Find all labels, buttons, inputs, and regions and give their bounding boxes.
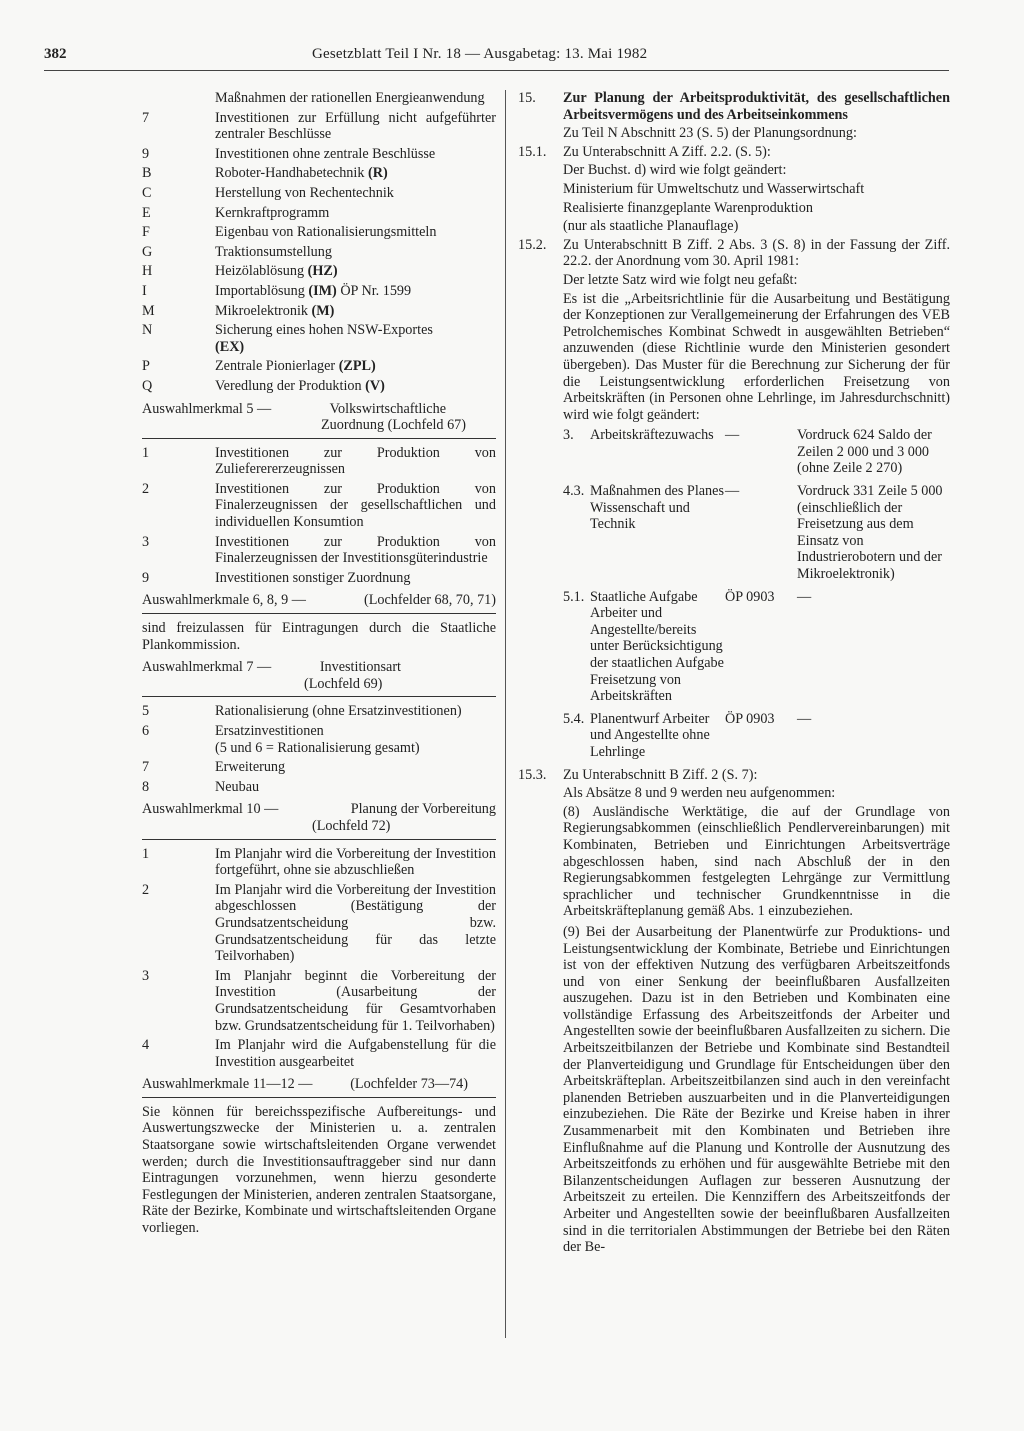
list-item: 3 Investitionen zur Produktion von Finalerzeugnissen der Investitionsgüterindustrie bbox=[142, 533, 496, 567]
section-15-ref: Zu Teil N Abschnitt 23 (S. 5) der Planungsordnung: bbox=[563, 125, 857, 142]
code-list-c bbox=[142, 703, 496, 795]
list-item: 1 Im Planjahr wird die Vorbereitung der Investition fortgeführt, ohne sie abzuschließen bbox=[142, 845, 496, 879]
list-item: 2 Im Planjahr wird die Vorbereitung der Investition abgeschlossen (Bestätigung der Grundsatzentscheidung bzw. Grundsatzentscheidung für das letzte Teilvorhaben) bbox=[142, 881, 496, 965]
merkmal-689-heading: Auswahlmerkmale 6, 8, 9 — (Lochfelder 68, 70, 71) bbox=[142, 592, 496, 609]
left-column bbox=[142, 90, 496, 1237]
list-item: Q Veredlung der Produktion (V) bbox=[142, 377, 385, 394]
list-item: P Zentrale Pionierlager (ZPL) bbox=[142, 358, 376, 375]
list-item: I Importablösung (IM) ÖP Nr. 1599 bbox=[142, 282, 412, 299]
section-15: 15. Zur Planung der Arbeitsproduktivität, des gesellschaftlichen Arbeitsvermögens und des Arbeitseinkommens bbox=[518, 90, 950, 123]
list-item: N Sicherung eines hohen NSW-Exportes (EX) bbox=[142, 322, 433, 355]
table-row: 4.3. Maßnahmen des Planes Wissenschaft und Technik — Vordruck 331 Zeile 5 000 (einschließlich der Freisetzung aus dem Einsatz von Industrierobotern und der Mikroelektronik) bbox=[563, 483, 943, 583]
list-item: 1 Investitionen zur Produktion von Zulieferererzeugnissen bbox=[142, 444, 496, 478]
page-header bbox=[44, 46, 949, 68]
section-15-1: 15.1. Zu Unterabschnitt A Ziff. 2.2. (S. 5): bbox=[518, 143, 771, 160]
list-item: 6 Ersatzinvestitionen (5 und 6 = Rationalisierung gesamt) bbox=[142, 723, 420, 756]
section-15-2: 15.2. Zu Unterabschnitt B Ziff. 2 Abs. 3 (S. 8) in der Fassung der Ziff. 22.2. der Anordnung vom 30. April 1981: bbox=[518, 236, 950, 270]
list-item: 5 Rationalisierung (ohne Ersatzinvestitionen) bbox=[142, 703, 462, 720]
intro-text: Maßnahmen der rationellen Energieanwendung bbox=[215, 90, 485, 106]
section-rule bbox=[142, 613, 496, 614]
merkmal-5-heading: Auswahlmerkmal 5 — Volkswirtschaftliche Zuordnung (Lochfeld 67) bbox=[142, 400, 466, 434]
list-item: 8 Neubau bbox=[142, 778, 260, 795]
paragraph-9: (9) Bei der Ausarbeitung der Planentwürfe zur Produktions- und Leistungsentwicklung der Kombinate, Betriebe und Einrichtungen ist von der effektiven Nutzung des verfügbaren Arbeitszeitfonds und von einer Senkung der beeinflußbaren Ausfallzeiten auszugehen. Dazu ist in den Betrieben und Kombinaten eine vollständige Erfassung des Arbeitszeitfonds der Arbeiter und Angestellten sowie der beeinflußbaren Ausfallzeiten zu sichern. Die Arbeitszeitbilanzen der Betriebe und Kombinate sind Bestandteil der Planverteidigung und Grundlage für Entscheidungen über den Arbeitskräfteplan. Arbeitszeitbilanzen sind auch in den vereinfacht planenden Betrieben auszuarbeiten und in die Planverteidigungen einzubeziehen. Die Räte der Bezirke und Kreise haben in ihrer Zusammenarbeit mit den Kombinaten und Betrieben ihre Einflußnahme auf die Planung und Kontrolle der Ausnutzung des Arbeitszeitfonds zu erhöhen und für ausgewählte Betriebe mit den Bilanzentscheidungen Auflagen zur besseren Ausnutzung der Arbeitszeit zu erteilen. Die Kennziffern des Arbeitszeitfonds der Arbeiter und Angestellten sowie der beeinflußbaren Ausfallzeiten sind in die territorialen Abstimmungen der Betriebe bei den Räten der Be- bbox=[563, 923, 950, 1256]
code-list-b bbox=[142, 445, 496, 587]
calculation-table bbox=[563, 427, 950, 760]
list-item: G Traktionsumstellung bbox=[142, 243, 332, 260]
section-15-3: 15.3. Zu Unterabschnitt B Ziff. 2 (S. 7): bbox=[518, 766, 758, 783]
right-column: 15. Zur Planung der Arbeitsproduktivität, des gesellschaftlichen Arbeitsvermögens und des Arbeitseinkommens Zu Teil N Abschnitt 23 (S. 5) der Planungsordnung: 15.1. Zu Unterabschnitt A Ziff. 2.2. (S. 5): Der Buchst. d) wird wie folgt geändert: Ministerium für Umweltschutz und Wasserwirtschaft Realisierte finanzgeplante Warenproduktion (nur als staatliche Planauflage) 15.2. Zu Unterabschnitt B Ziff. 2 Abs. 3 (S. 8) in der Fassung der Ziff. 22.2. der Anordnung vom 30. April 1981: Der letzte Satz wird wie folgt neu gefaßt: Es ist die „Arbeitsrichtlinie für die Ausarbeitung und Bestätigung der Konzeptionen zur Verallgemeinerung der Erfahrungen des VEB Petrolchemisches Kombinat Schwedt in ausgewählten Betrieben“ anzuwenden (diese Richtlinie wurde den Ministerien gesondert übergeben). Das Muster für die Berechnung zur Sicherung der für die Leistungsentwicklung erforderlichen Freisetzung von Arbeitskräften (in Personen ohne Lehrlinge, im Jahresdurchschnitt) wird wie folgt geändert: 3. Arbeitskräftezuwachs — Vordruck 624 Saldo der Zeilen 2 000 und 3 000 (ohne Zeile 2 270) 4.3. Maßnahmen des Planes Wissenschaft und Technik — Vordruck 331 Zeile 5 000 (einschließlich der Freisetzung aus dem Einsatz von Industrierobotern und der Mikroelektronik) 5.1. Staatliche Aufgabe Arbeiter und Angestellte/bereits unter Berücksichtigung der staatlichen Aufgabe Freisetzung von Arbeitskräften ÖP 0903 — 5.4. Planentwurf Arbeiter und Angestellte ohne Lehrlinge ÖP 0903 — 15.3. Zu Unterabschnitt B Ziff. 2 (S. 7): Als Absätze 8 und 9 werden neu aufgenommen: (8) Ausländische Werktätige, die auf der Grundlage von Regierungsabkommen (einschließlich Pendlervereinbarungen) mit Kombinaten, Betrieben und Einrichtungen Arbeitsverträge abgeschlossen haben, sind nach Abschluß der in den Regierungsabkommen festgelegten Lehrgänge zur Vermittlung sprachlicher und technischer Grundkenntnisse in die Arbeitskräfteplanung gemäß Abs. 1 einzubeziehen. (9) Bei der Ausarbeitung der Planentwürfe zur Produktions- und Leistungsentwicklung der Kombinate, Betriebe und Einrichtungen ist von der effektiven Nutzung des verfügbaren Arbeitszeitfonds und von einer Senkung der beeinflußbaren Ausfallzeiten auszugehen. Dazu ist in den Betrieben und Kombinaten eine vollständige Erfassung des Arbeitszeitfonds der Arbeiter und Angestellten sowie der beeinflußbaren Ausfallzeiten zu sichern. Die Arbeitszeitbilanzen der Betriebe und Kombinate sind Bestandteil der Planverteidigung und Grundlage für Entscheidungen über den Arbeitskräfteplan. Arbeitszeitbilanzen sind auch in den vereinfacht planenden Betrieben auszuarbeiten und in die Planverteidigungen einzubeziehen. Die Räte der Bezirke und Kreise haben in ihrer Zusammenarbeit mit den Kombinaten und Betrieben ihre Einflußnahme auf die Planung und Kontrolle der Ausnutzung des Arbeitszeitfonds zu erhöhen und für ausgewählte Betriebe mit den Bilanzentscheidungen Auflagen zur besseren Ausnutzung der Arbeitszeit zu erteilen. Die Kennziffern des Arbeitszeitfonds der Arbeiter und Angestellten sowie der beeinflußbaren Ausfallzeiten sind in die territorialen Abstimmungen der Betriebe bei den Räten der Be- bbox=[518, 90, 950, 1256]
section-rule bbox=[142, 839, 496, 840]
running-head: Gesetzblatt Teil I Nr. 18 — Ausgabetag: 13. Mai 1982 bbox=[312, 46, 648, 62]
table-row: 3. Arbeitskräftezuwachs — Vordruck 624 Saldo der Zeilen 2 000 und 3 000 (ohne Zeile 2 270) bbox=[563, 427, 932, 477]
list-item: E Kernkraftprogramm bbox=[142, 204, 330, 221]
table-row: 5.1. Staatliche Aufgabe Arbeiter und Angestellte/bereits unter Berücksichtigung der staatlichen Aufgabe Freisetzung von Arbeitskräften ÖP 0903 — bbox=[563, 588, 812, 705]
section-15-2-text: Es ist die „Arbeitsrichtlinie für die Ausarbeitung und Bestätigung der Konzeptionen zur Verallgemeinerung der Erfahrungen des VEB Petrolchemisches Kombinat Schwedt in ausgewählten Betrieben“ anzuwenden (diese Richtlinie wurde den Ministerien gesondert übergeben). Das Muster für die Berechnung zur Sicherung der für die Leistungsentwicklung erforderlichen Freisetzung von Arbeitskräften (in Personen ohne Lehrlinge, im Jahresdurchschnitt) wird wie folgt geändert: bbox=[563, 290, 950, 423]
section-rule bbox=[142, 438, 496, 439]
list-item: M Mikroelektronik (M) bbox=[142, 302, 335, 319]
code-list-d bbox=[142, 846, 496, 1071]
list-item: 4 Im Planjahr wird die Aufgabenstellung für die Investition ausgearbeitet bbox=[142, 1037, 496, 1070]
list-item: 7 Investitionen zur Erfüllung nicht aufgeführter zentraler Beschlüsse bbox=[142, 109, 496, 143]
list-item: H Heizölablösung (HZ) bbox=[142, 263, 338, 280]
closing-text: Sie können für bereichsspezifische Aufbereitungs- und Auswertungszwecke der Ministerien u. a. zentralen Staatsorgane sowie wirtschaftsleitenden Organe verwendet werden; durch die Investitionsauftraggeber sind nur dann Eintragungen vorzunehmen, wenn hierzu gesonderte Festlegungen der Ministerien, anderen zentralen Staatsorgane, Räte der Bezirke, Kombinate und wirtschaftsleitenden Organe vorliegen. bbox=[142, 1103, 496, 1237]
merkmal-7-heading: Auswahlmerkmal 7 — Investitionsart (Lochfeld 69) bbox=[142, 659, 401, 692]
header-rule bbox=[44, 70, 949, 71]
merkmal-10-heading: Auswahlmerkmal 10 — Planung der Vorbereitung (Lochfeld 72) bbox=[142, 801, 496, 834]
list-item: 2 Investitionen zur Produktion von Finalerzeugnissen der gesellschaftlichen und individuellen Konsumtion bbox=[142, 480, 496, 531]
list-item: 9 Investitionen sonstiger Zuordnung bbox=[142, 569, 411, 586]
table-row: 5.4. Planentwurf Arbeiter und Angestellte ohne Lehrlinge ÖP 0903 — bbox=[563, 710, 812, 760]
list-item: 9 Investitionen ohne zentrale Beschlüsse bbox=[142, 145, 436, 162]
list-item: F Eigenbau von Rationalisierungsmitteln bbox=[142, 224, 437, 241]
list-item: 3 Im Planjahr beginnt die Vorbereitung der Investition (Ausarbeitung der Grundsatzentscheidung für Gesamtvorhaben bzw. Grundsatzentscheidung für 1. Teilvorhaben) bbox=[142, 967, 496, 1034]
list-item: 7 Erweiterung bbox=[142, 759, 286, 776]
column-divider bbox=[505, 90, 506, 1338]
list-item: B Roboter-Handhabetechnik (R) bbox=[142, 165, 388, 182]
paragraph-8: (8) Ausländische Werktätige, die auf der Grundlage von Regierungsabkommen (einschließlich Pendlervereinbarungen) mit Kombinaten, Betrieben und Einrichtungen Arbeitsverträge abgeschlossen haben, sind nach Abschluß der in den Regierungsabkommen festgelegten Lehrgänge zur Vermittlung sprachlicher und technischer Grundkenntnisse in die Arbeitskräfteplanung gemäß Abs. 1 einzubeziehen. bbox=[563, 803, 950, 920]
section-rule bbox=[142, 696, 496, 697]
list-item: C Herstellung von Rechentechnik bbox=[142, 184, 394, 201]
page-number: 382 bbox=[44, 46, 67, 62]
merkmal-689-text: sind freizulassen für Eintragungen durch die Staatliche Plankommission. bbox=[142, 620, 496, 653]
code-list-a bbox=[142, 110, 496, 395]
section-rule bbox=[142, 1097, 496, 1098]
merkmal-1112-heading: Auswahlmerkmale 11—12 — (Lochfelder 73—74) bbox=[142, 1076, 468, 1093]
